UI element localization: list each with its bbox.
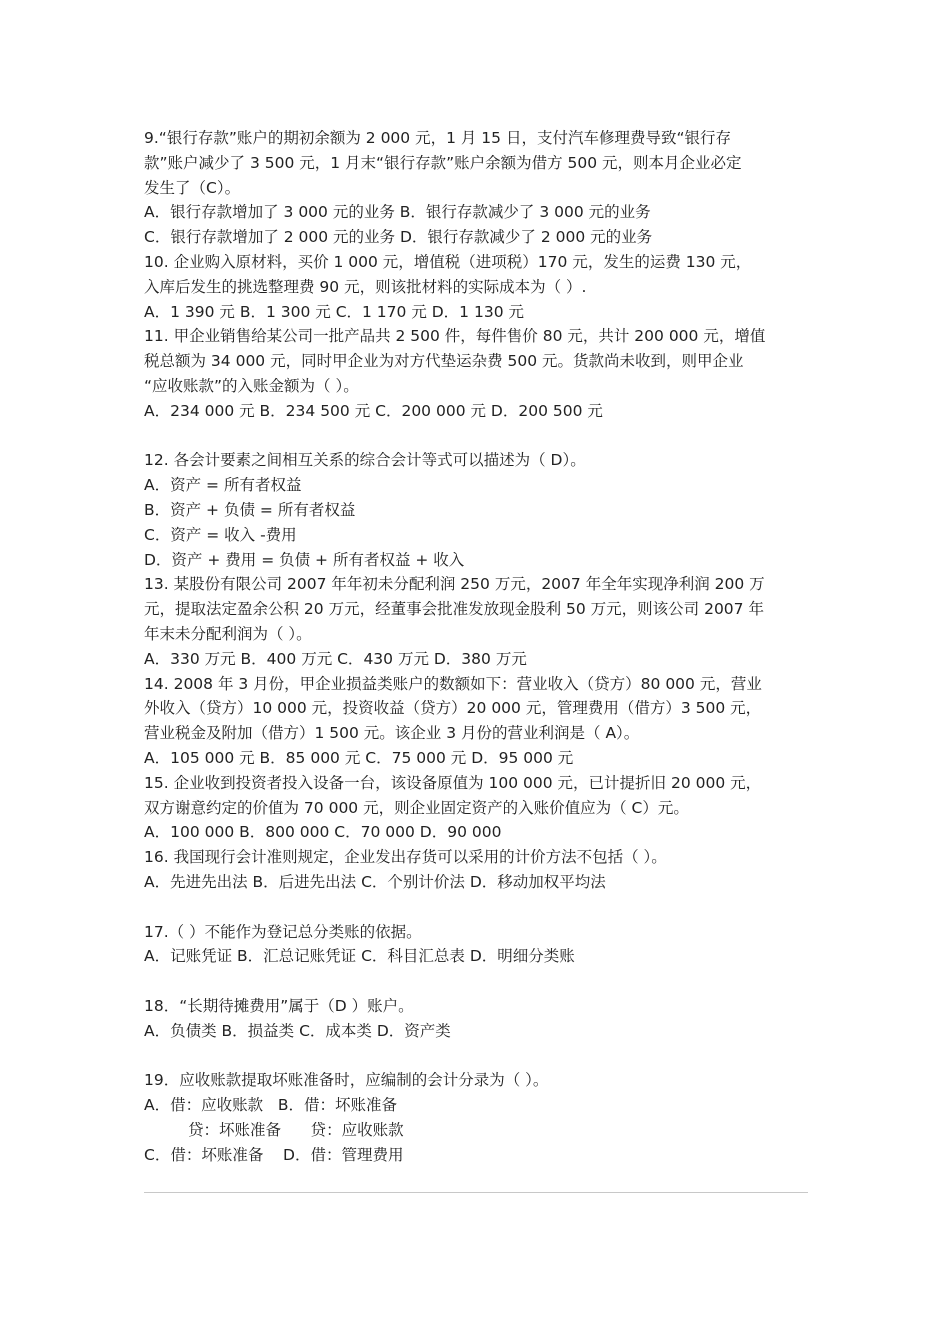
q9-options-ab: A．银行存款增加了 3 000 元的业务 B．银行存款减少了 3 000 元的业务 [144, 203, 651, 222]
q16-options: A．先进先出法 B．后进先出法 C．个别计价法 D．移动加权平均法 [144, 872, 606, 891]
q13-line-1: 13. 某股份有限公司 2007 年年初未分配利润 250 万元，2007 年全年实现净利润 200 万 [144, 575, 765, 594]
q14-line-2: 外收入（贷方）10 000 元，投资收益（贷方）20 000 元，管理费用（借方）3 500 元， [144, 699, 762, 718]
q14-line-3: 营业税金及附加（借方）1 500 元。该企业 3 月份的营业利润是（ A）。 [144, 724, 640, 743]
q12-option-d: D．资产 + 费用 = 负债 + 所有者权益 + 收入 [144, 550, 465, 569]
q15-line-1: 15. 企业收到投资者投入设备一台，该设备原值为 100 000 元，已计提折旧 20 000 元， [144, 773, 762, 792]
blank-line [144, 424, 812, 449]
blank-line [144, 895, 812, 920]
q12-option-b: B．资产 + 负债 = 所有者权益 [144, 500, 356, 519]
q11-line-2: 税总额为 34 000 元，同时甲企业为对方代垫运杂费 500 元。货款尚未收到，则甲企业 [144, 352, 744, 371]
q13-line-2: 元，提取法定盈余公积 20 万元，经董事会批准发放现金股利 50 万元，则该公司 2007 年 [144, 600, 764, 619]
q9-line-3: 发生了（C）。 [144, 178, 241, 197]
q14-line-1: 14. 2008 年 3 月份，甲企业损益类账户的数额如下：营业收入（贷方）80 000 元，营业 [144, 674, 762, 693]
q12-option-a: A．资产 = 所有者权益 [144, 476, 302, 495]
q17-line-1: 17.（ ）不能作为登记总分类账的依据。 [144, 922, 422, 941]
q14-options: A．105 000 元 B．85 000 元 C．75 000 元 D．95 000 元 [144, 748, 574, 767]
q10-line-2: 入库后发生的挑选整理费 90 元，则该批材料的实际成本为（ ）. [144, 277, 587, 296]
q10-line-1: 10. 企业购入原材料，买价 1 000 元，增值税（进项税）170 元，发生的运费 130 元， [144, 252, 752, 271]
q19-line-1: 19．应收账款提取坏账准备时，应编制的会计分录为（ ）。 [144, 1071, 549, 1090]
page-divider [144, 1192, 808, 1193]
q11-line-3: “应收账款”的入账金额为（ ）。 [144, 376, 359, 395]
q9-options-cd: C．银行存款增加了 2 000 元的业务 D．银行存款减少了 2 000 元的业务 [144, 228, 653, 247]
blank-line [144, 1043, 812, 1068]
q18-line-1: 18．“长期待摊费用”属于（D ）账户。 [144, 996, 414, 1015]
q19-options-cd: C．借：坏账准备 D．借：管理费用 [144, 1145, 404, 1164]
q16-line-1: 16. 我国现行会计准则规定，企业发出存货可以采用的计价方法不包括（ ）。 [144, 848, 667, 867]
q11-line-1: 11. 甲企业销售给某公司一批产品共 2 500 件，每件售价 80 元，共计 200 000 元，增值 [144, 327, 766, 346]
q10-options: A．1 390 元 B．1 300 元 C．1 170 元 D．1 130 元 [144, 302, 524, 321]
q13-options: A．330 万元 B．400 万元 C．430 万元 D．380 万元 [144, 649, 527, 668]
blank-line [144, 969, 812, 994]
q12-option-c: C．资产 = 收入 -费用 [144, 525, 297, 544]
document-page [144, 126, 812, 1167]
q18-options: A．负债类 B．损益类 C．成本类 D．资产类 [144, 1021, 451, 1040]
q9-line-2: 款”账户减少了 3 500 元，1 月末“银行存款”账户余额为借方 500 元，则本月企业必定 [144, 153, 742, 172]
q17-options: A．记账凭证 B．汇总记账凭证 C．科目汇总表 D．明细分类账 [144, 947, 575, 966]
q12-line-1: 12. 各会计要素之间相互关系的综合会计等式可以描述为（ D）。 [144, 451, 586, 470]
q15-options: A．100 000 B．800 000 C．70 000 D．90 000 [144, 823, 502, 842]
q11-options: A．234 000 元 B．234 500 元 C．200 000 元 D．200 500 元 [144, 401, 603, 420]
q9-line-1: 9.“银行存款”账户的期初余额为 2 000 元，1 月 15 日，支付汽车修理费导致“银行存 [144, 129, 731, 147]
q13-line-3: 年末未分配利润为（ ）。 [144, 624, 312, 643]
q15-line-2: 双方谢意约定的价值为 70 000 元，则企业固定资产的入账价值应为（ C）元。 [144, 798, 689, 817]
q19-options-ab-debit: A．借：应收账款 B．借：坏账准备 [144, 1096, 398, 1115]
q19-options-ab-credit: 贷：坏账准备 贷：应收账款 [188, 1120, 404, 1139]
